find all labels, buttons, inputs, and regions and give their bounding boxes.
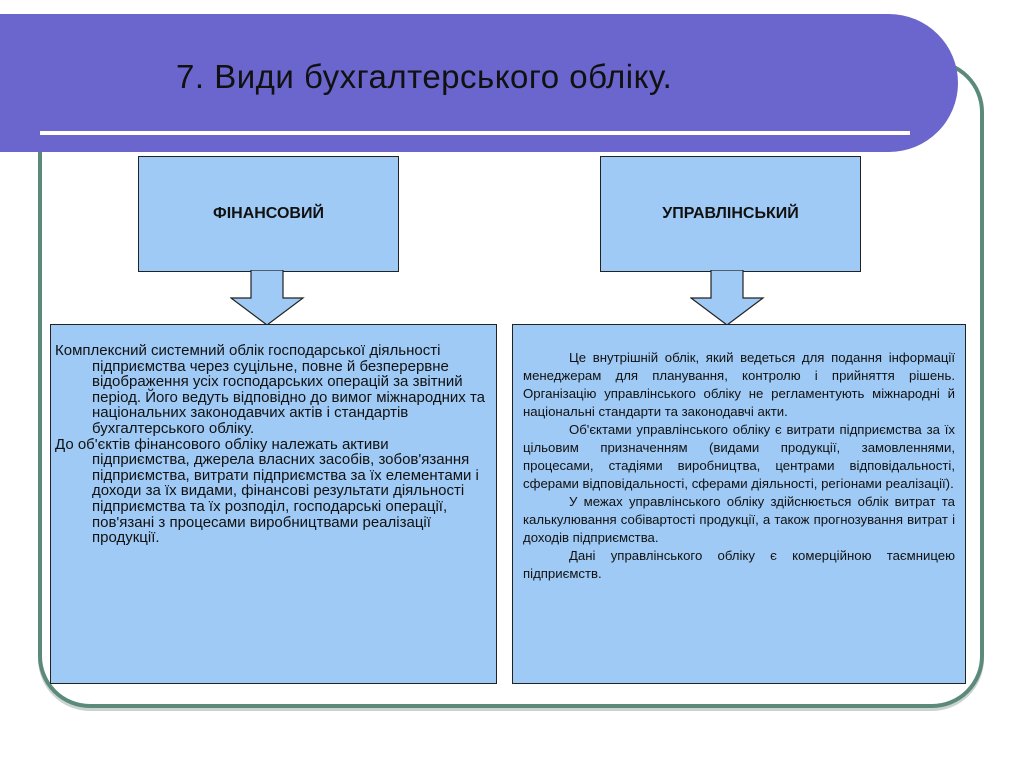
financial-paragraph: Комплексний системний облік господарської діяльності підприємства через суцільне, повне й безперервне відображення усіх господарських операцій за звітний період. Його ведуть відповідно до вимог міжнародних та національних законодавчих актів і стандартів бухгалтерського обліку. (55, 342, 485, 437)
right-down-arrow-icon (690, 270, 770, 326)
management-description-box (512, 324, 966, 684)
management-paragraph: У межах управлінського обліку здійснюється облік витрат та калькулювання собівартості продукції, а також прогнозування витрат і доходів підприємства. (523, 494, 955, 545)
management-paragraph: Об'єктами управлінського обліку є витрати підприємства за їх цільовим призначенням (видами продукції, замовленнями, процесами, стадіями виробництва, центрами відповідальності, сферами відповідальності, сферами діяльності, регіонами реалізації). (523, 422, 955, 491)
management-heading-box (600, 156, 861, 272)
management-heading: УПРАВЛІНСЬКИЙ (662, 205, 799, 222)
left-down-arrow-icon (230, 270, 310, 326)
financial-heading-box (138, 156, 399, 272)
management-paragraph: Це внутрішній облік, який ведеться для подання інформації менеджерам для планування, контролю і прийняття рішень. Організацію управлінського обліку не регламентують міжнародні й національні стандарти та законодавчі акти. (523, 350, 955, 419)
slide-title: 7. Види бухгалтерського обліку. (176, 58, 673, 95)
financial-description-box (50, 324, 497, 684)
financial-heading: ФІНАНСОВИЙ (213, 205, 324, 222)
title-underline (40, 131, 910, 135)
management-paragraph: Дані управлінського обліку є комерційною таємницею підприємств. (523, 548, 955, 581)
financial-paragraph: До об'єктів фінансового обліку належать активи підприємства, джерела власних засобів, зобов'язання підприємства, витрати підприємства за їх елементами і доходи за їх видами, фінансові результати діяльності підприємства та їх розподіл, господарські операції, пов'язані з процесами виробництвами реалізації продукції. (55, 435, 479, 547)
